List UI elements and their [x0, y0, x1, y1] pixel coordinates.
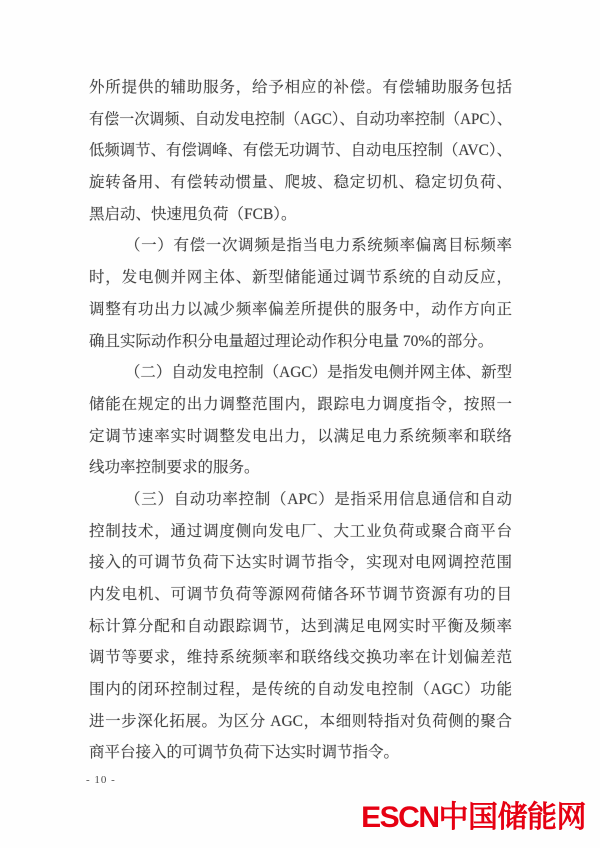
text-line: 进一步深化拓展。为区分 AGC，本细则特指对负荷侧的聚合 — [89, 712, 512, 730]
text-line: 控制技术，通过调度侧向发电厂、大工业负荷或聚合商平台 — [89, 522, 512, 540]
text-line: 接入的可调节负荷下达实时调节指令，实现对电网调控范围 — [89, 554, 512, 572]
body-text — [89, 72, 512, 769]
text-line: （二）自动发电控制（AGC）是指发电侧并网主体、新型 — [125, 364, 513, 382]
text-line: 围内的闭环控制过程，是传统的自动发电控制（AGC）功能 — [89, 681, 512, 699]
text-line: 线功率控制要求的服务。 — [89, 459, 260, 477]
text-line: 低频调节、有偿调峰、有偿无功调节、自动电压控制（AVC）、 — [89, 142, 513, 160]
logo-latin-text: ESCN — [361, 801, 439, 834]
logo-chinese-text: 中国储能网 — [438, 801, 586, 834]
text-line: 确且实际动作积分电量超过理论动作积分电量 70%的部分。 — [89, 332, 494, 350]
text-line: 旋转备用、有偿转动惯量、爬坡、稳定切机、稳定切负荷、 — [89, 174, 512, 192]
text-line: 标计算分配和自动跟踪调节，达到满足电网实时平衡及频率 — [89, 617, 512, 635]
text-line: 外所提供的辅助服务，给予相应的补偿。有偿辅助服务包括 — [89, 79, 512, 96]
text-line: 定调节速率实时调整发电出力，以满足电力系统频率和联络 — [89, 427, 512, 445]
text-line: （三）自动功率控制（APC）是指采用信息通信和自动 — [125, 490, 512, 508]
text-line: 内发电机、可调节负荷等源网荷储各环节调节资源有功的目 — [89, 586, 512, 603]
text-line: 黑启动、快速甩负荷（FCB）。 — [89, 205, 297, 223]
text-line: 调整有功出力以减少频率偏差所提供的服务中，动作方向正 — [89, 300, 512, 318]
escn-logo — [361, 801, 586, 835]
text-line: 有偿一次调频、自动发电控制（AGC）、自动功率控制（APC）、 — [89, 110, 513, 128]
text-line: 时，发电侧并网主体、新型储能通过调节系统的自动反应， — [89, 269, 512, 287]
text-line: 调节等要求，维持系统频率和联络线交换功率在计划偏差范 — [89, 649, 512, 667]
text-line: 商平台接入的可调节负荷下达实时调节指令。 — [89, 744, 400, 762]
page-number: - 10 - — [86, 774, 116, 786]
text-line: （一）有偿一次调频是指当电力系统频率偏离目标频率 — [125, 237, 512, 255]
text-line: 储能在规定的出力调整范围内，跟踪电力调度指令，按照一 — [89, 395, 512, 413]
